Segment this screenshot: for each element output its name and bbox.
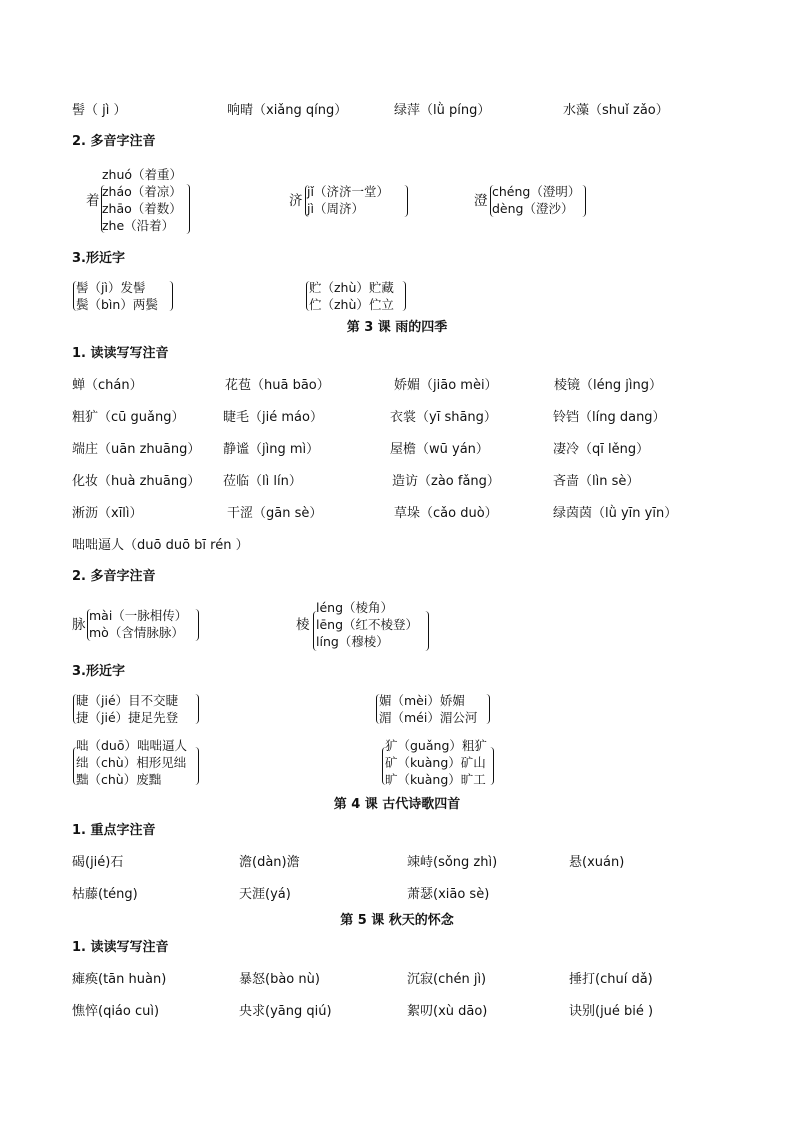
left-brace xyxy=(73,747,78,785)
similar-line: 睫（jié）目不交睫 xyxy=(76,693,179,708)
word-entry: 暴怒(bào nù) xyxy=(239,972,320,987)
reading-line: léng（棱角） xyxy=(316,600,394,615)
word-entry: 静谧（jìng mì） xyxy=(223,442,320,457)
word-entry: 竦峙(sǒng zhì) xyxy=(407,855,498,870)
similar-line: 贮（zhù）贮藏 xyxy=(309,280,394,295)
word-entry: 衣裳（yī shāng） xyxy=(390,410,497,425)
word-entry: 瘫痪(tān huàn) xyxy=(72,972,167,987)
lesson-title: 第 4 课 古代诗歌四首 xyxy=(333,797,461,812)
word-entry: 化妆（huà zhuāng） xyxy=(72,474,201,489)
section-heading: 2. 多音字注音 xyxy=(72,569,156,584)
word-entry: 莅临（lì lín） xyxy=(223,474,302,489)
reading-line: dèng（澄沙） xyxy=(492,201,574,216)
similar-line: 黜（chù）废黜 xyxy=(76,772,162,787)
section-heading: 1. 重点字注音 xyxy=(72,823,156,838)
word-entry: 粗犷（cū guǎng） xyxy=(72,410,185,425)
word-entry: 淅沥（xīlì） xyxy=(72,506,143,521)
similar-group xyxy=(76,692,178,726)
similar-group xyxy=(379,692,477,726)
similar-line: 绌（chù）相形见绌 xyxy=(76,755,187,770)
left-brace xyxy=(376,694,381,724)
word-entry: 蝉（chán） xyxy=(72,378,143,393)
polyphone-char: 澄 xyxy=(474,193,488,209)
reading-line: zhuó（着重） xyxy=(102,167,183,182)
similar-line: 伫（zhù）伫立 xyxy=(309,297,394,312)
word-entry: 绿茵茵（lǜ yīn yīn） xyxy=(553,506,678,521)
word-entry: 憔悴(qiáo cuì) xyxy=(72,1004,160,1019)
reading-line: jì（周济） xyxy=(307,201,364,216)
lesson-title: 第 3 课 雨的四季 xyxy=(346,320,448,335)
word-entry: 萧瑟(xiāo sè) xyxy=(407,887,490,902)
right-brace xyxy=(424,611,429,651)
right-brace xyxy=(489,747,494,785)
left-brace xyxy=(313,611,318,651)
right-brace xyxy=(581,185,586,217)
polyphone-char: 济 xyxy=(289,193,303,209)
right-brace xyxy=(185,184,190,234)
right-brace xyxy=(194,694,199,724)
right-brace xyxy=(194,609,199,641)
word-entry: 天涯(yá) xyxy=(239,887,291,902)
word-entry: 端庄（uān zhuāng） xyxy=(72,442,201,457)
word-entry: 髻（ jì ） xyxy=(72,103,127,118)
word-entry: 水藻（shuǐ zǎo） xyxy=(563,103,669,118)
word-entry: 央求(yāng qiú) xyxy=(239,1004,332,1019)
word-entry: 草垛（cǎo duò） xyxy=(394,506,498,521)
section-heading: 3.形近字 xyxy=(72,251,125,266)
left-brace xyxy=(101,185,106,233)
word-entry: 棱镜（léng jìng） xyxy=(554,378,662,393)
reading-line: zháo（着凉） xyxy=(102,184,182,199)
left-brace xyxy=(382,747,387,785)
word-entry: 碣(jié)石 xyxy=(72,855,124,870)
reading-line: zhe（沿着） xyxy=(102,218,175,233)
word-entry: 枯藤(téng) xyxy=(72,887,138,902)
word-entry: 诀别(jué bié ) xyxy=(569,1004,654,1019)
reading-line: lēng（红不棱登） xyxy=(316,617,419,632)
word-entry: 捶打(chuí dǎ) xyxy=(569,972,653,987)
right-brace xyxy=(403,185,408,217)
left-brace xyxy=(306,281,311,311)
similar-line: 媚（mèi）娇媚 xyxy=(379,693,465,708)
similar-line: 旷（kuàng）旷工 xyxy=(385,772,486,787)
reading-line: mò（含情脉脉） xyxy=(89,625,184,640)
similar-line: 矿（kuàng）矿山 xyxy=(385,755,486,770)
polyphone-char: 脉 xyxy=(72,617,86,633)
word-entry: 干涩（gān sè） xyxy=(227,506,323,521)
reading-line: jǐ（济济一堂） xyxy=(307,184,389,199)
left-brace xyxy=(490,185,495,217)
section-heading: 1. 读读写写注音 xyxy=(72,940,169,955)
right-brace xyxy=(194,747,199,785)
word-entry: 澹(dàn)澹 xyxy=(239,855,300,870)
polyphone-char: 棱 xyxy=(296,617,310,633)
left-brace xyxy=(73,694,78,724)
section-heading: 3.形近字 xyxy=(72,664,125,679)
reading-line: zhāo（着数） xyxy=(102,201,182,216)
right-brace xyxy=(401,281,406,311)
word-entry: 咄咄逼人（duō duō bī rén ） xyxy=(72,538,249,553)
word-entry: 造访（zào fǎng） xyxy=(392,474,500,489)
similar-line: 湄（méi）湄公河 xyxy=(379,710,478,725)
polyphone-char: 着 xyxy=(86,193,100,209)
similar-line: 咄（duō）咄咄逼人 xyxy=(76,738,188,753)
similar-line: 鬓（bìn）两鬓 xyxy=(76,297,158,312)
word-entry: 响晴（xiǎng qíng） xyxy=(227,103,348,118)
right-brace xyxy=(168,281,173,311)
word-entry: 睫毛（jié máo） xyxy=(223,410,323,425)
reading-line: mài（一脉相传） xyxy=(89,608,188,623)
word-entry: 凄冷（qī lěng） xyxy=(553,442,650,457)
word-entry: 娇媚（jiāo mèi） xyxy=(394,378,498,393)
left-brace xyxy=(305,185,310,217)
left-brace xyxy=(73,281,78,311)
similar-group xyxy=(76,737,187,788)
word-entry: 绿萍（lǜ píng） xyxy=(394,103,491,118)
similar-group xyxy=(309,279,394,313)
similar-line: 髻（jì）发髻 xyxy=(76,280,146,295)
left-brace xyxy=(87,609,92,641)
word-entry: 屋檐（wū yán） xyxy=(390,442,489,457)
reading-line: líng（穆棱） xyxy=(316,634,389,649)
similar-group xyxy=(76,279,158,313)
similar-line: 捷（jié）捷足先登 xyxy=(76,710,179,725)
similar-group xyxy=(385,737,487,788)
word-entry: 悬(xuán) xyxy=(569,855,625,870)
word-entry: 铃铛（líng dang） xyxy=(553,410,666,425)
section-heading: 1. 读读写写注音 xyxy=(72,346,169,361)
section-heading: 2. 多音字注音 xyxy=(72,134,156,149)
reading-line: chéng（澄明） xyxy=(492,184,581,199)
similar-line: 犷（guǎng）粗犷 xyxy=(385,738,487,753)
right-brace xyxy=(485,694,490,724)
word-entry: 沉寂(chén jì) xyxy=(407,972,487,987)
word-entry: 花苞（huā bāo） xyxy=(225,378,330,393)
word-entry: 絮叨(xù dāo) xyxy=(407,1004,488,1019)
lesson-title: 第 5 课 秋天的怀念 xyxy=(340,913,454,928)
word-entry: 吝啬（lìn sè） xyxy=(553,474,640,489)
